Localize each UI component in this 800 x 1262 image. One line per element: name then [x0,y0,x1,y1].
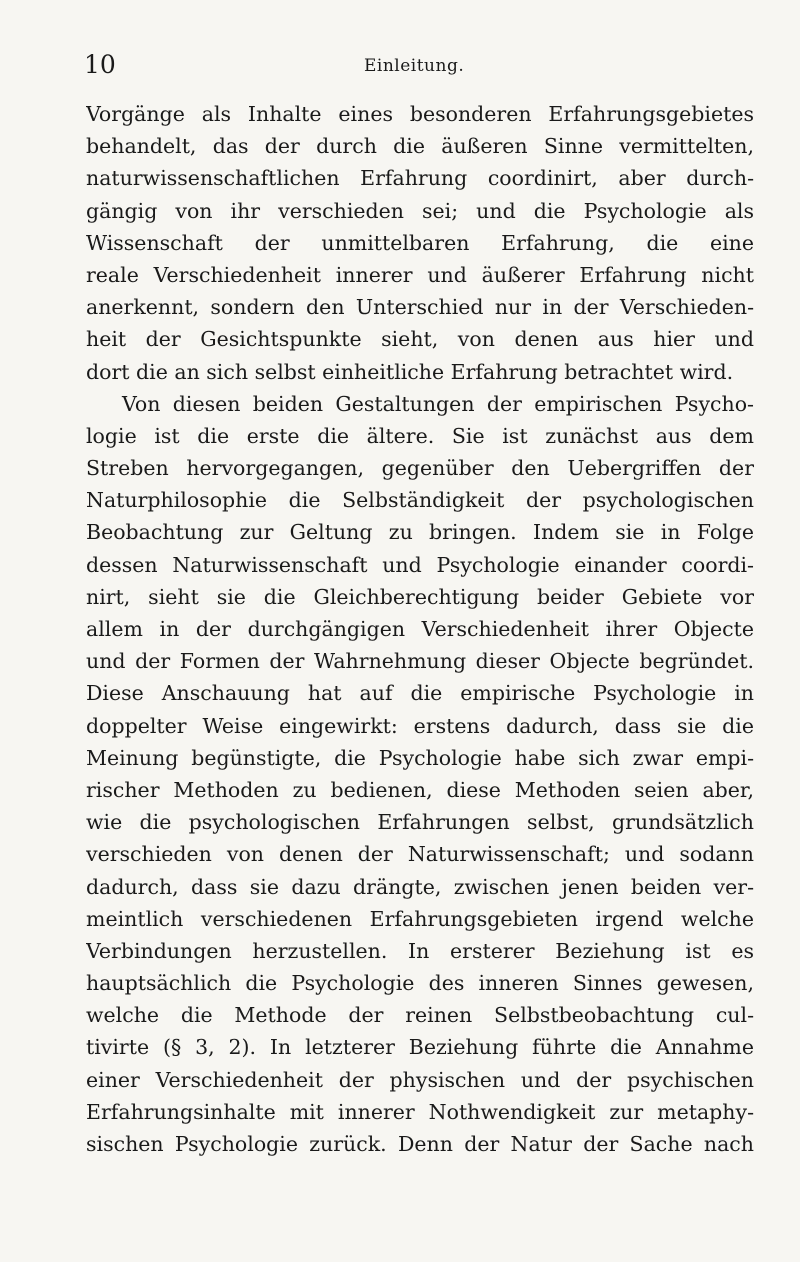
page-header [84,50,754,86]
paragraph-first-line: Von diesen beiden Gestaltungen der empirischen Psycho- [122,391,754,416]
text-line: und der Formen der Wahrnehmung dieser Objecte begründet. [86,649,754,674]
text-line: tivirte (§ 3, 2). In letzterer Beziehung führte die Annahme [86,1035,754,1060]
text-line: anerkennt, sondern den Unterschied nur in der Verschieden- [86,295,754,320]
paragraph-end-line: dort die an sich selbst einheitliche Erfahrung betrachtet wird. [86,359,734,384]
text-line: naturwissenschaftlichen Erfahrung coordinirt, aber durch- [86,166,754,191]
text-line: nirt, sieht sie die Gleichberechtigung beider Gebiete vor [86,584,754,609]
text-line: Streben hervorgegangen, gegenüber den Uebergriffen der [86,456,754,481]
page-body [86,98,754,1160]
text-line: reale Verschiedenheit innerer und äußerer Erfahrung nicht [86,262,754,287]
text-line: doppelter Weise eingewirkt: erstens dadurch, dass sie die [86,713,754,738]
text-line: verschieden von denen der Naturwissenschaft; und sodann [86,842,754,867]
text-line: allem in der durchgängigen Verschiedenheit ihrer Objecte [86,617,754,641]
text-line: sischen Psychologie zurück. Denn der Natur der Sache nach [86,1132,754,1156]
text-line: Erfahrungsinhalte mit innerer Nothwendigkeit zur metaphy- [86,1099,754,1124]
text-line: wie die psychologischen Erfahrungen selbst, grundsätzlich [86,810,754,835]
text-line: dessen Naturwissenschaft und Psychologie einander coordi- [86,552,754,577]
text-line: logie ist die erste die ältere. Sie ist zunächst aus dem [86,423,754,448]
text-line: gängig von ihr verschieden sei; und die Psychologie als [86,198,754,223]
text-line: einer Verschiedenheit der physischen und der psychischen [86,1067,754,1092]
text-line: behandelt, das der durch die äußeren Sinne vermittelten, [86,134,754,159]
text-line: Vorgänge als Inhalte eines besonderen Erfahrungsgebietes [86,102,754,126]
running-head: Einleitung. [364,56,465,76]
text-line: rischer Methoden zu bedienen, diese Methoden seien aber, [86,777,754,802]
text-line: Naturphilosophie die Selbständigkeit der psychologischen [86,488,754,513]
text-line: Wissenschaft der unmittelbaren Erfahrung, die eine [86,230,754,255]
page-number: 10 [84,50,116,79]
text-line: welche die Methode der reinen Selbstbeobachtung cul- [86,1003,754,1028]
text-line: heit der Gesichtspunkte sieht, von denen aus hier und [86,327,754,352]
text-line: Beobachtung zur Geltung zu bringen. Indem sie in Folge [86,520,754,545]
text-line: Verbindungen herzustellen. In ersterer Beziehung ist es [86,938,754,963]
text-line: Diese Anschauung hat auf die empirische Psychologie in [86,681,754,706]
text-line: dadurch, dass sie dazu drängte, zwischen jenen beiden ver- [86,874,754,899]
text-line: Meinung begünstigte, die Psychologie habe sich zwar empi- [86,745,754,770]
text-line: hauptsächlich die Psychologie des inneren Sinnes gewesen, [86,971,754,996]
text-line: meintlich verschiedenen Erfahrungsgebieten irgend welche [86,906,754,931]
